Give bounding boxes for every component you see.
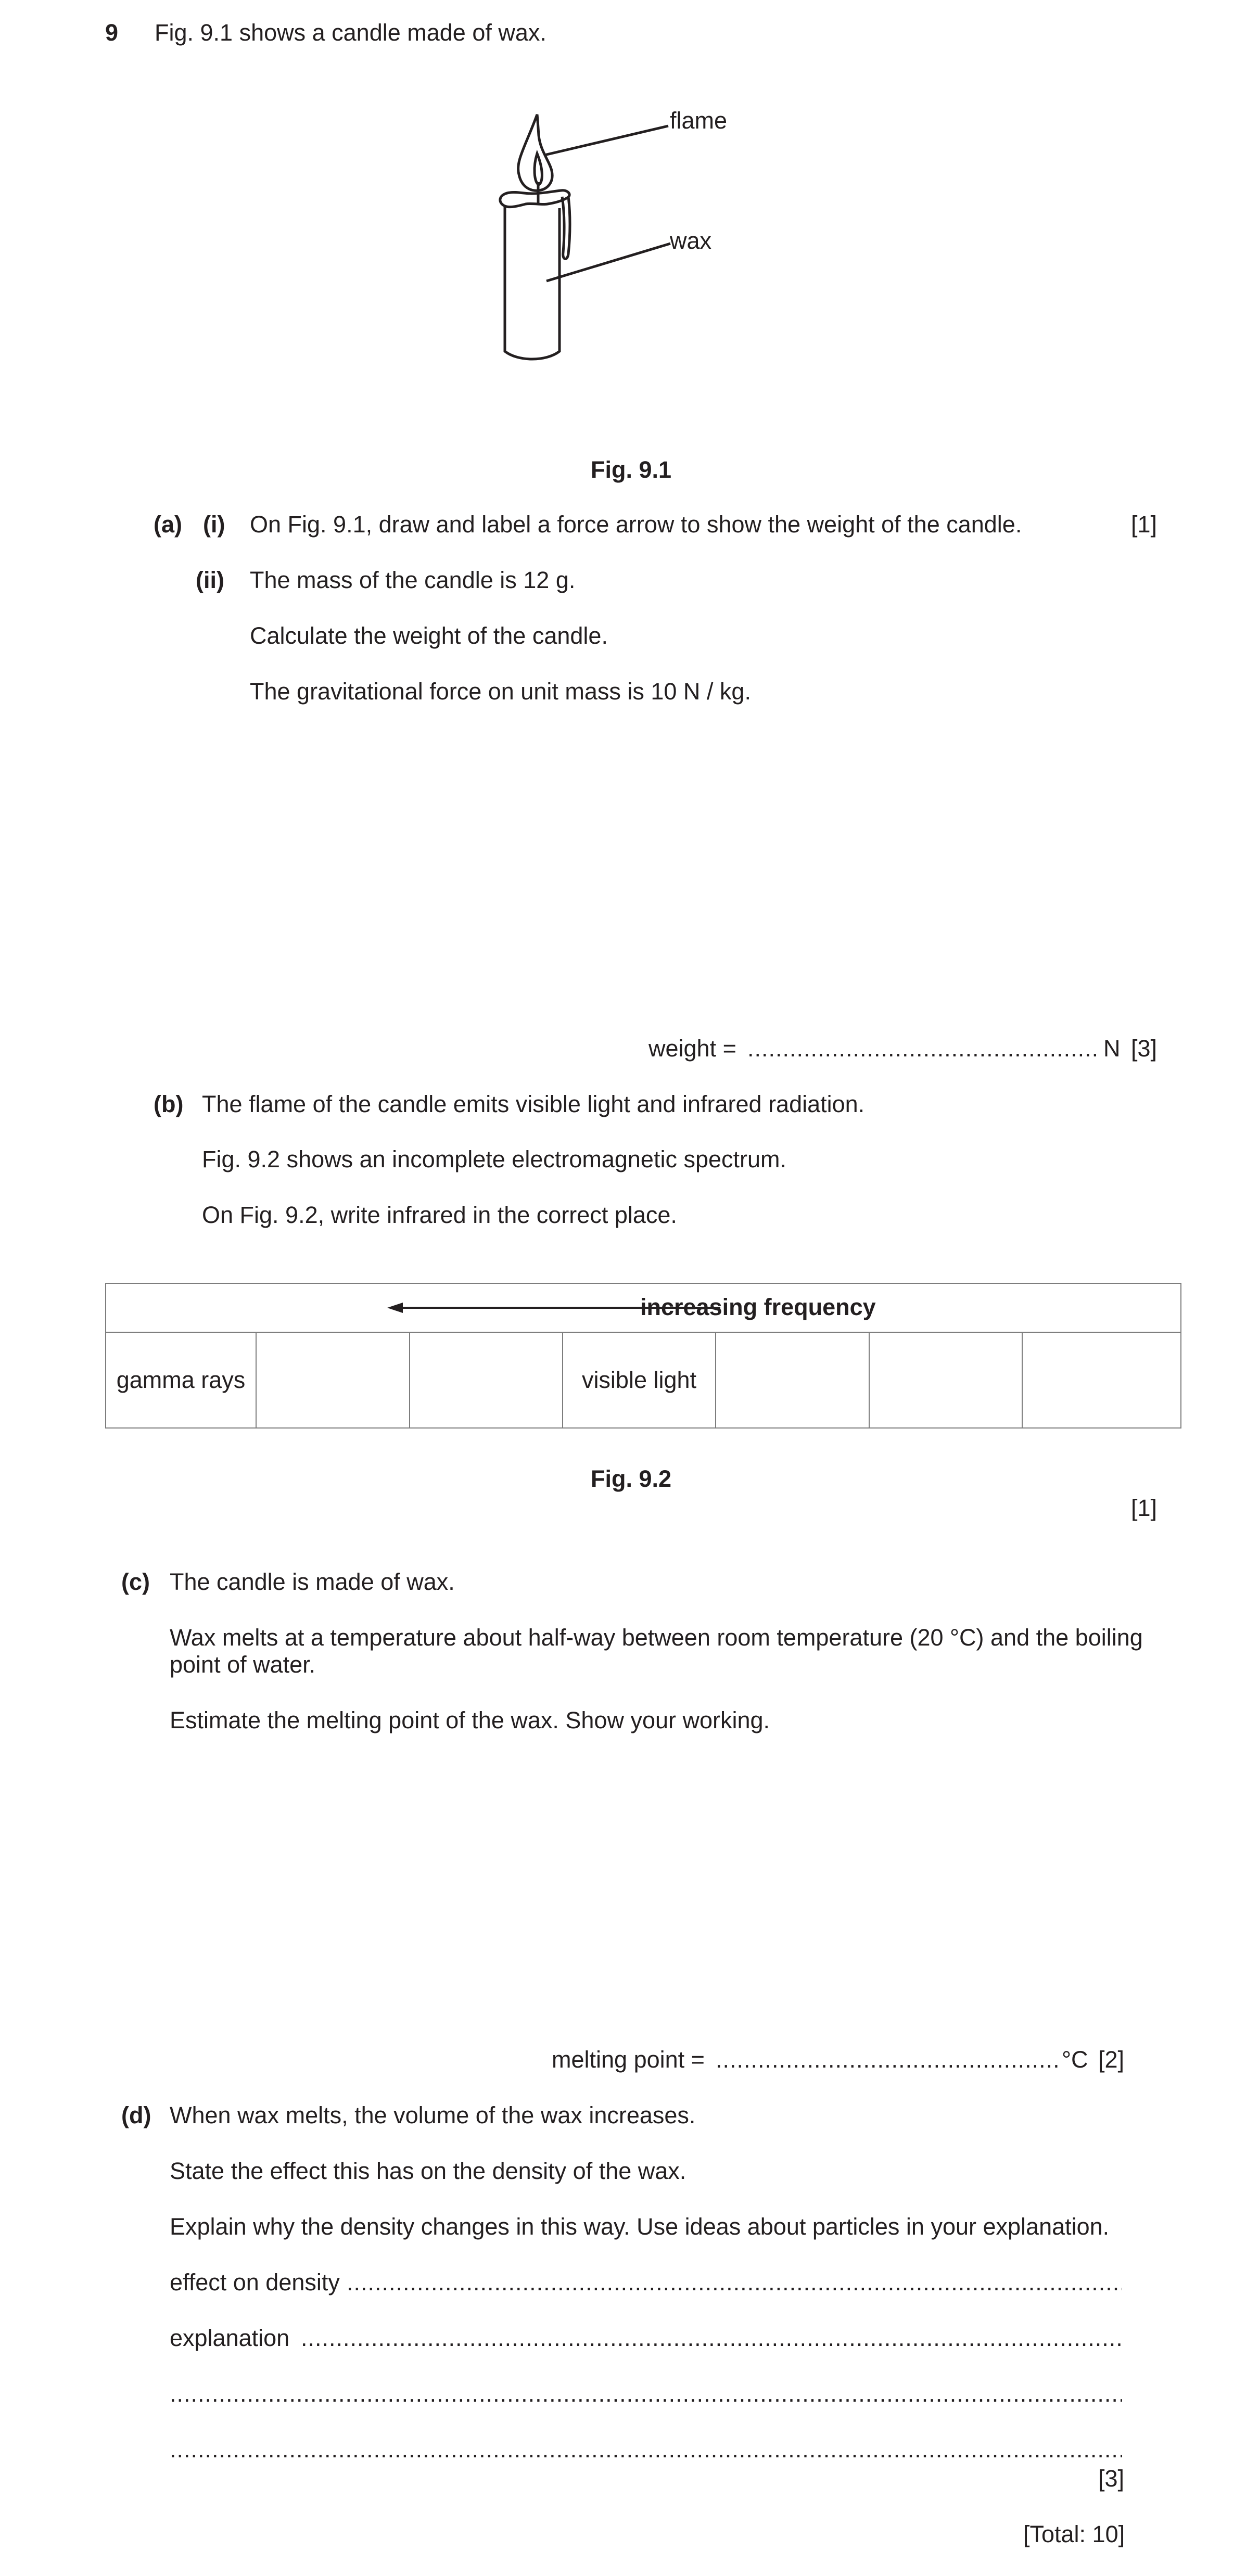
flame-label: flame [670, 107, 728, 134]
part-a-ii-line-1: The mass of the candle is 12 g. [250, 567, 576, 593]
spectrum-cell-gamma-rays: gamma rays [106, 1332, 257, 1429]
part-a-i-text: On Fig. 9.1, draw and label a force arrow to show the weight of the candle. [250, 511, 1022, 538]
flame-leader-line [544, 126, 668, 155]
part-a-i-label: (i) [203, 511, 225, 538]
candle-figure [489, 104, 781, 375]
weight-unit: N [1103, 1035, 1121, 1062]
spectrum-header [106, 1284, 1180, 1333]
part-b-line-1: The flame of the candle emits visible light and infrared radiation. [202, 1091, 865, 1117]
question-intro: Fig. 9.1 shows a candle made of wax. [155, 19, 546, 46]
melting-point-unit: °C [1062, 2046, 1088, 2073]
increasing-frequency-label: increasing frequency [640, 1294, 876, 1320]
spectrum-cell-blank-2[interactable] [410, 1332, 563, 1429]
part-b-marks: [1] [1131, 1495, 1158, 1521]
spectrum-cell-blank-5[interactable] [1023, 1332, 1181, 1429]
part-d-line-2: State the effect this has on the density of the wax. [170, 2158, 686, 2184]
effect-on-density-label: effect on density [170, 2269, 340, 2296]
part-c-line-2b: point of water. [170, 1651, 316, 1678]
fig-9-1-caption: Fig. 9.1 [591, 456, 672, 483]
part-a-label: (a) [154, 511, 182, 538]
wax-label: wax [670, 227, 712, 254]
spectrum-cell-blank-1[interactable] [257, 1332, 410, 1429]
part-a-ii-marks: [3] [1131, 1035, 1158, 1062]
part-c-line-1: The candle is made of wax. [170, 1568, 455, 1595]
part-b-line-2: Fig. 9.2 shows an incomplete electromagnetic spectrum. [202, 1146, 787, 1172]
explanation-answer-field-2[interactable] [170, 2382, 1122, 2405]
candle-body [505, 206, 559, 359]
explanation-answer-field-1[interactable] [301, 2326, 1122, 2350]
explanation-answer-field-3[interactable] [170, 2438, 1122, 2461]
part-a-ii-label: (ii) [196, 567, 224, 593]
fig-9-2-caption: Fig. 9.2 [591, 1465, 672, 1492]
weight-answer-label: weight = [648, 1035, 736, 1062]
spectrum-cell-blank-4[interactable] [870, 1332, 1023, 1429]
weight-answer-field[interactable] [747, 1037, 1096, 1060]
question-number: 9 [105, 19, 119, 46]
part-d-label: (d) [121, 2102, 151, 2128]
wax-drip [562, 197, 570, 259]
part-c-line-3: Estimate the melting point of the wax. Show your working. [170, 1707, 770, 1733]
melting-point-label: melting point = [552, 2046, 705, 2073]
part-a-ii-line-2: Calculate the weight of the candle. [250, 622, 608, 649]
effect-on-density-answer-field[interactable] [347, 2271, 1122, 2294]
melting-point-answer-field[interactable] [716, 2048, 1059, 2071]
spectrum-cell-visible-light: visible light [563, 1332, 716, 1429]
part-b-line-3: On Fig. 9.2, write infrared in the correct place. [202, 1202, 677, 1228]
explanation-label: explanation [170, 2325, 290, 2351]
part-d-line-3: Explain why the density changes in this way. Use ideas about particles in your explanation. [170, 2213, 1110, 2240]
part-a-i-marks: [1] [1131, 511, 1158, 538]
spectrum-cell-blank-3[interactable] [716, 1332, 870, 1429]
candle-top [500, 190, 569, 207]
part-d-line-1: When wax melts, the volume of the wax increases. [170, 2102, 696, 2128]
total-marks: [Total: 10] [1023, 2521, 1125, 2547]
part-a-ii-line-3: The gravitational force on unit mass is 10 N / kg. [250, 678, 751, 705]
part-d-marks: [3] [1098, 2465, 1125, 2492]
wax-leader-line [546, 244, 670, 281]
part-c-marks: [2] [1098, 2046, 1125, 2073]
part-b-label: (b) [154, 1091, 184, 1117]
flame-inner [535, 154, 542, 185]
part-c-line-2a: Wax melts at a temperature about half-way between room temperature (20 °C) and the boiling [170, 1624, 1143, 1651]
part-c-label: (c) [121, 1568, 150, 1595]
em-spectrum-table [105, 1283, 1181, 1429]
